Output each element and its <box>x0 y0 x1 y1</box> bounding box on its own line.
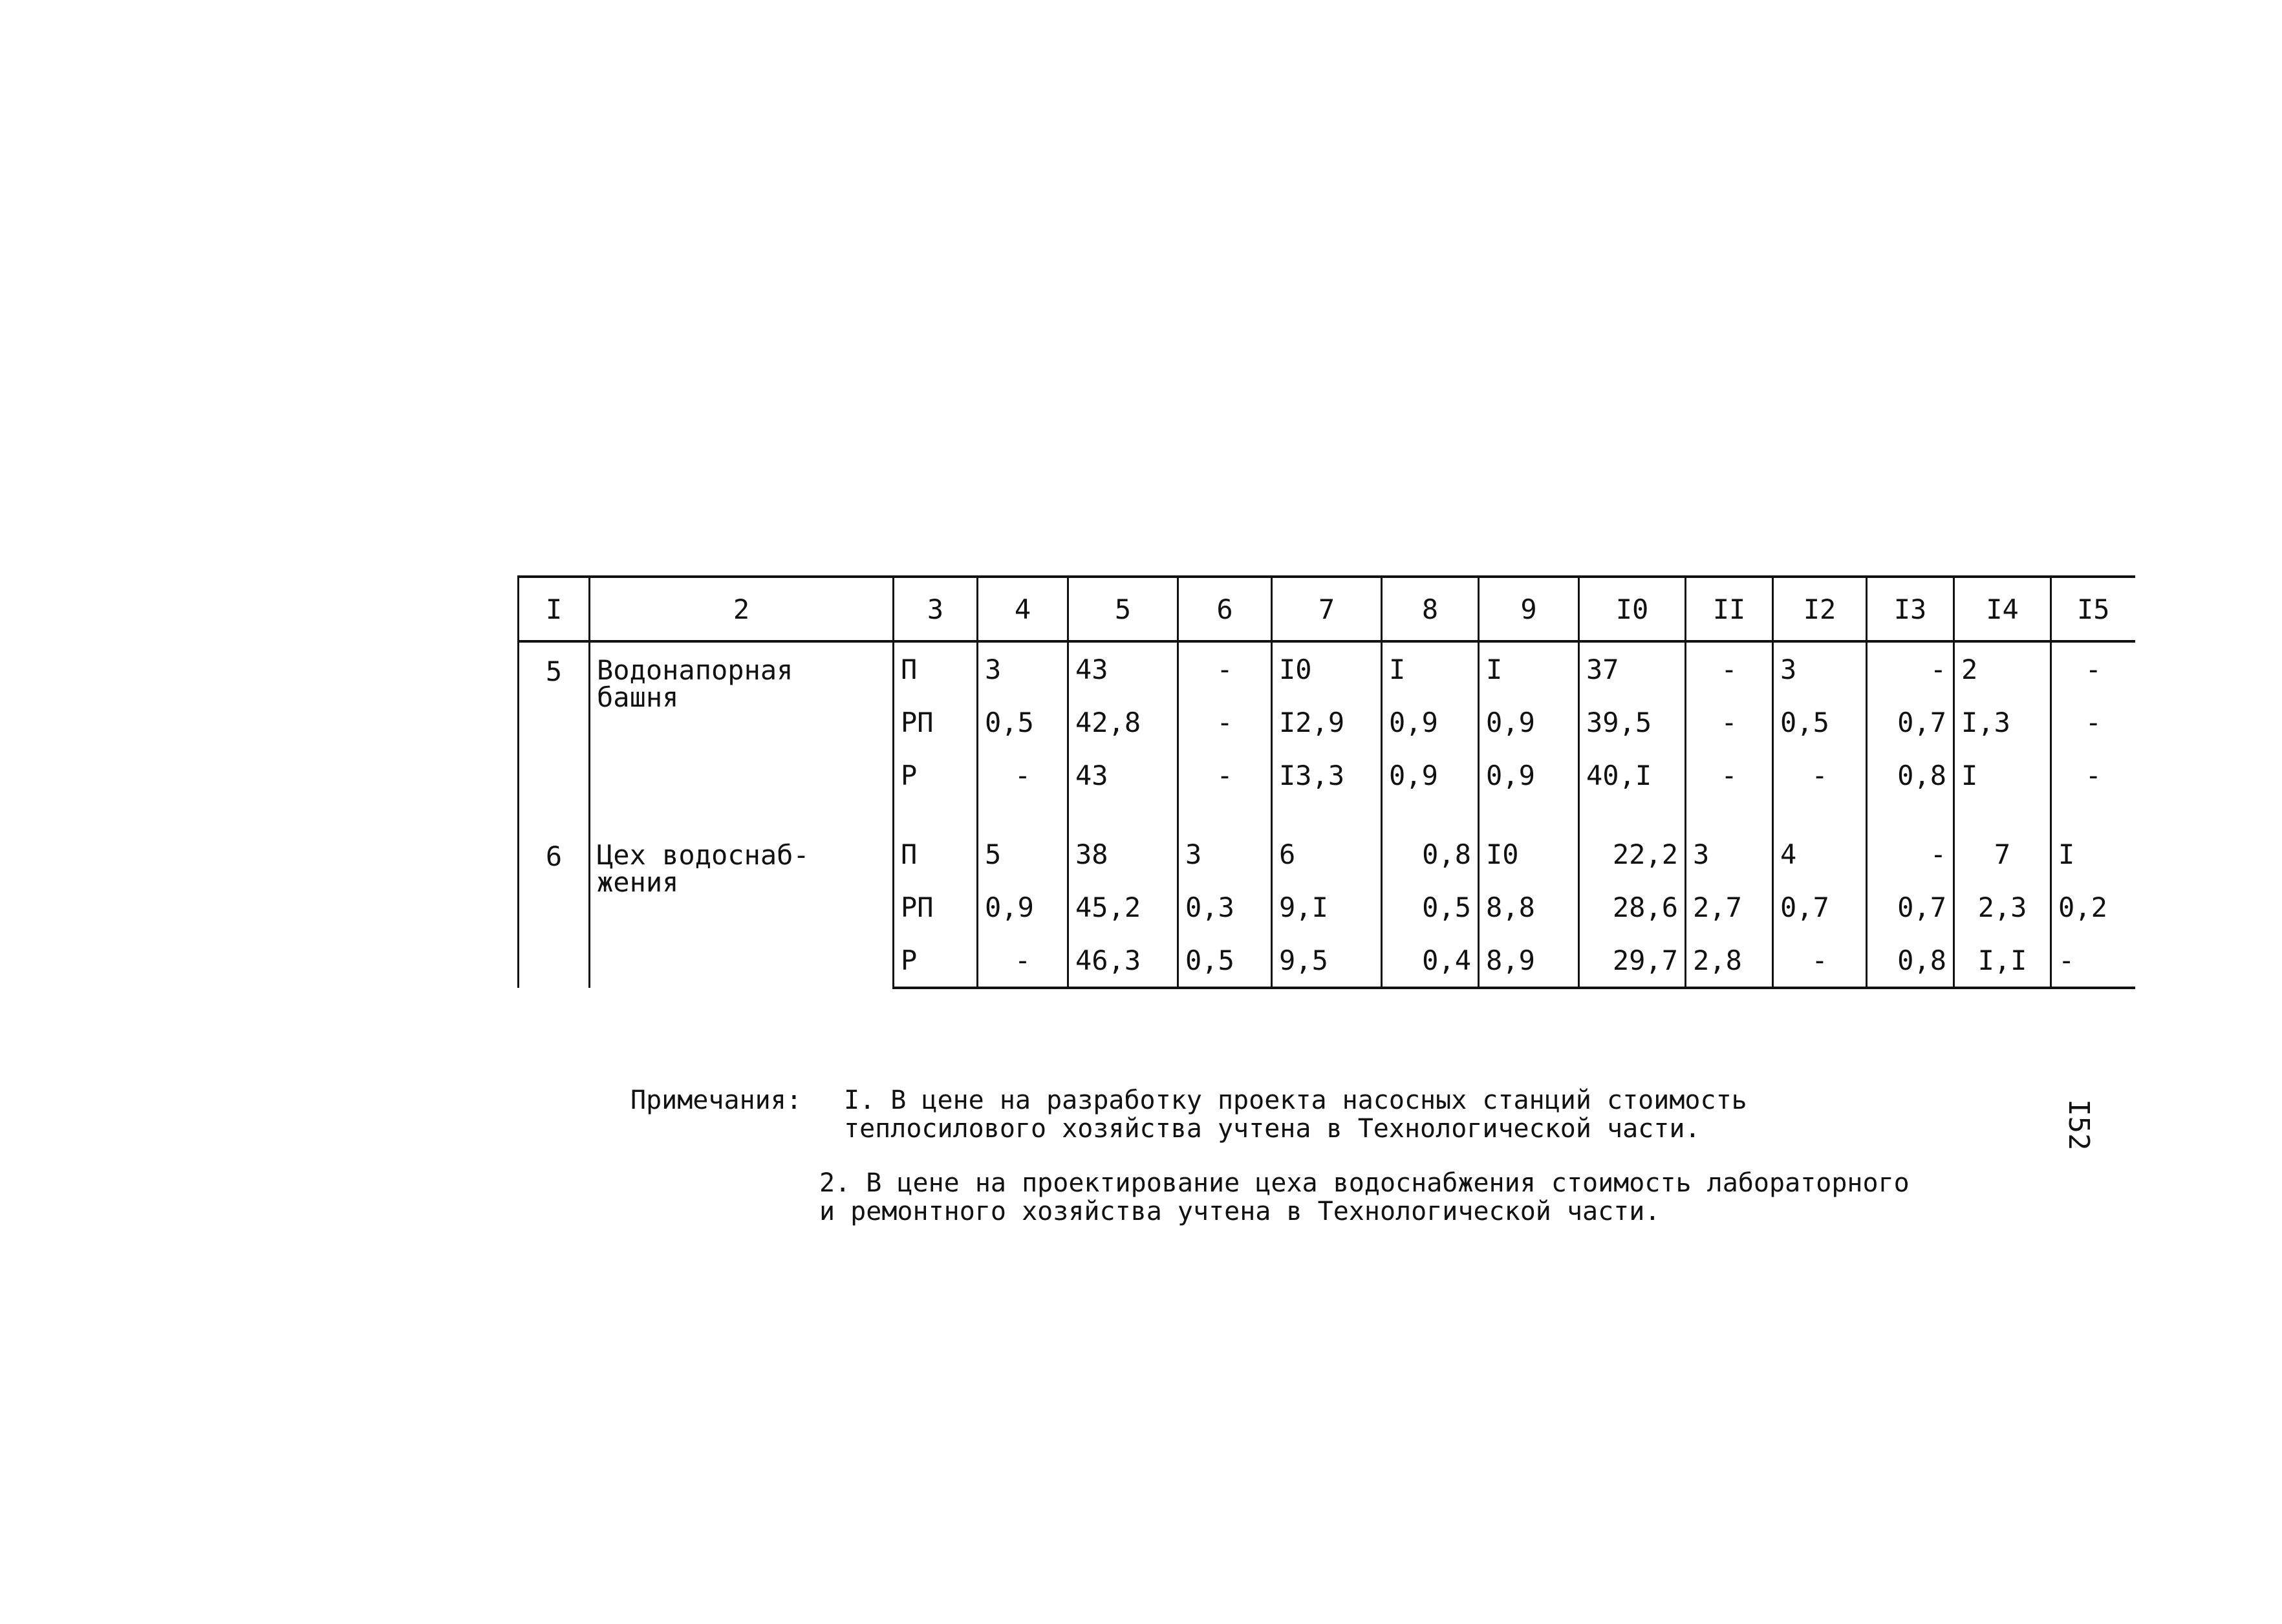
header-cell: 6 <box>1178 577 1272 641</box>
table-row <box>519 828 2135 881</box>
spacer-cell <box>1178 802 1272 828</box>
spacer-cell <box>1579 802 1686 828</box>
spacer-cell <box>1382 802 1479 828</box>
value-cell: I0 <box>1479 828 1579 881</box>
header-cell: I5 <box>2051 577 2135 641</box>
price-table-container <box>517 575 2134 989</box>
value-cell: 0,9 <box>1479 749 1579 802</box>
value-cell: 29,7 <box>1579 934 1686 988</box>
stage-cell: РП <box>894 696 978 749</box>
notes-block <box>630 1086 1943 1226</box>
spacer-cell <box>894 802 978 828</box>
header-cell: 2 <box>590 577 894 641</box>
value-cell: 0,5 <box>1382 881 1479 934</box>
value-cell: - <box>2051 934 2135 988</box>
value-cell: 0,2 <box>2051 881 2135 934</box>
value-cell: 0,8 <box>1867 749 1954 802</box>
stage-cell: РП <box>894 881 978 934</box>
value-cell: 3 <box>1773 641 1867 696</box>
value-cell: 2,8 <box>1686 934 1773 988</box>
value-cell: 38 <box>1068 828 1178 881</box>
header-cell: 9 <box>1479 577 1579 641</box>
value-cell: I <box>1479 641 1579 696</box>
value-cell: I,3 <box>1954 696 2051 749</box>
stage-cell: Р <box>894 934 978 988</box>
value-cell: I <box>1954 749 2051 802</box>
header-cell: I <box>519 577 590 641</box>
value-cell: 0,3 <box>1178 881 1272 934</box>
row-number: 5 <box>519 641 590 802</box>
spacer-cell <box>1068 802 1178 828</box>
value-cell: 3 <box>978 641 1068 696</box>
header-cell: II <box>1686 577 1773 641</box>
value-cell: - <box>1178 641 1272 696</box>
value-cell: 2,7 <box>1686 881 1773 934</box>
header-cell: 7 <box>1272 577 1382 641</box>
value-cell: - <box>2051 641 2135 696</box>
value-cell: 4 <box>1773 828 1867 881</box>
value-cell: I3,3 <box>1272 749 1382 802</box>
value-cell: 0,5 <box>1178 934 1272 988</box>
value-cell: 0,7 <box>1773 881 1867 934</box>
value-cell: 0,9 <box>1479 696 1579 749</box>
value-cell: 0,5 <box>978 696 1068 749</box>
object-name: Цех водоснаб-жения <box>590 828 894 988</box>
note-text: I. В цене на разработку проекта насосных станций стоимость теплосилового хозяйства учтена в Технологической части. <box>844 1085 1747 1144</box>
value-cell: 5 <box>978 828 1068 881</box>
note-item <box>630 1086 1943 1143</box>
spacer-cell <box>1686 802 1773 828</box>
value-cell: 8,9 <box>1479 934 1579 988</box>
value-cell: - <box>1686 641 1773 696</box>
value-cell: I,I <box>1954 934 2051 988</box>
value-cell: I0 <box>1272 641 1382 696</box>
spacer-cell <box>590 802 894 828</box>
value-cell: - <box>1686 749 1773 802</box>
value-cell: - <box>1773 749 1867 802</box>
value-cell: 0,9 <box>978 881 1068 934</box>
spacer-cell <box>1272 802 1382 828</box>
value-cell: - <box>1867 641 1954 696</box>
spacer-row <box>519 802 2135 828</box>
value-cell: 8,8 <box>1479 881 1579 934</box>
value-cell: I <box>2051 828 2135 881</box>
value-cell: 9,5 <box>1272 934 1382 988</box>
stage-cell: П <box>894 641 978 696</box>
note-item <box>630 1143 1943 1226</box>
value-cell: 0,9 <box>1382 749 1479 802</box>
header-cell: 3 <box>894 577 978 641</box>
value-cell: 0,7 <box>1867 881 1954 934</box>
spacer-cell <box>1773 802 1867 828</box>
row-number: 6 <box>519 828 590 988</box>
value-cell: 9,I <box>1272 881 1382 934</box>
value-cell: I2,9 <box>1272 696 1382 749</box>
value-cell: - <box>1773 934 1867 988</box>
stage-cell: П <box>894 828 978 881</box>
spacer-cell <box>519 802 590 828</box>
value-cell: 2,3 <box>1954 881 2051 934</box>
value-cell: 2 <box>1954 641 2051 696</box>
value-cell: 3 <box>1686 828 1773 881</box>
header-row <box>519 577 2135 641</box>
value-cell: - <box>978 749 1068 802</box>
price-table <box>517 575 2135 989</box>
object-name: Водонапорная башня <box>590 641 894 802</box>
header-cell: I3 <box>1867 577 1954 641</box>
value-cell: 37 <box>1579 641 1686 696</box>
value-cell: - <box>1178 749 1272 802</box>
value-cell: 46,3 <box>1068 934 1178 988</box>
value-cell: 6 <box>1272 828 1382 881</box>
header-cell: 8 <box>1382 577 1479 641</box>
value-cell: 42,8 <box>1068 696 1178 749</box>
value-cell: - <box>2051 696 2135 749</box>
value-cell: 0,8 <box>1382 828 1479 881</box>
value-cell: 0,4 <box>1382 934 1479 988</box>
value-cell: 28,6 <box>1579 881 1686 934</box>
value-cell: 0,9 <box>1382 696 1479 749</box>
value-cell: 0,7 <box>1867 696 1954 749</box>
value-cell: 22,2 <box>1579 828 1686 881</box>
stage-cell: Р <box>894 749 978 802</box>
header-cell: I2 <box>1773 577 1867 641</box>
header-cell: 5 <box>1068 577 1178 641</box>
value-cell: - <box>1686 696 1773 749</box>
value-cell: I <box>1382 641 1479 696</box>
value-cell: 45,2 <box>1068 881 1178 934</box>
spacer-cell <box>2051 802 2135 828</box>
value-cell: - <box>1867 828 1954 881</box>
spacer-cell <box>1867 802 1954 828</box>
value-cell: 40,I <box>1579 749 1686 802</box>
table-row <box>519 641 2135 696</box>
spacer-cell <box>1954 802 2051 828</box>
value-cell: 43 <box>1068 749 1178 802</box>
spacer-cell <box>1479 802 1579 828</box>
header-cell: I0 <box>1579 577 1686 641</box>
value-cell: - <box>1178 696 1272 749</box>
value-cell: - <box>2051 749 2135 802</box>
header-cell: 4 <box>978 577 1068 641</box>
notes-label: Примечания: <box>630 1085 802 1115</box>
header-cell: I4 <box>1954 577 2051 641</box>
value-cell: - <box>978 934 1068 988</box>
value-cell: 43 <box>1068 641 1178 696</box>
note-text: 2. В цене на проектирование цеха водоснабжения стоимость лабораторного и ремонтного хозяйства учтена в Технологической части. <box>819 1168 1910 1226</box>
page-number: I52 <box>2062 1099 2095 1151</box>
value-cell: 39,5 <box>1579 696 1686 749</box>
value-cell: 0,8 <box>1867 934 1954 988</box>
value-cell: 3 <box>1178 828 1272 881</box>
spacer-cell <box>978 802 1068 828</box>
value-cell: 7 <box>1954 828 2051 881</box>
value-cell: 0,5 <box>1773 696 1867 749</box>
